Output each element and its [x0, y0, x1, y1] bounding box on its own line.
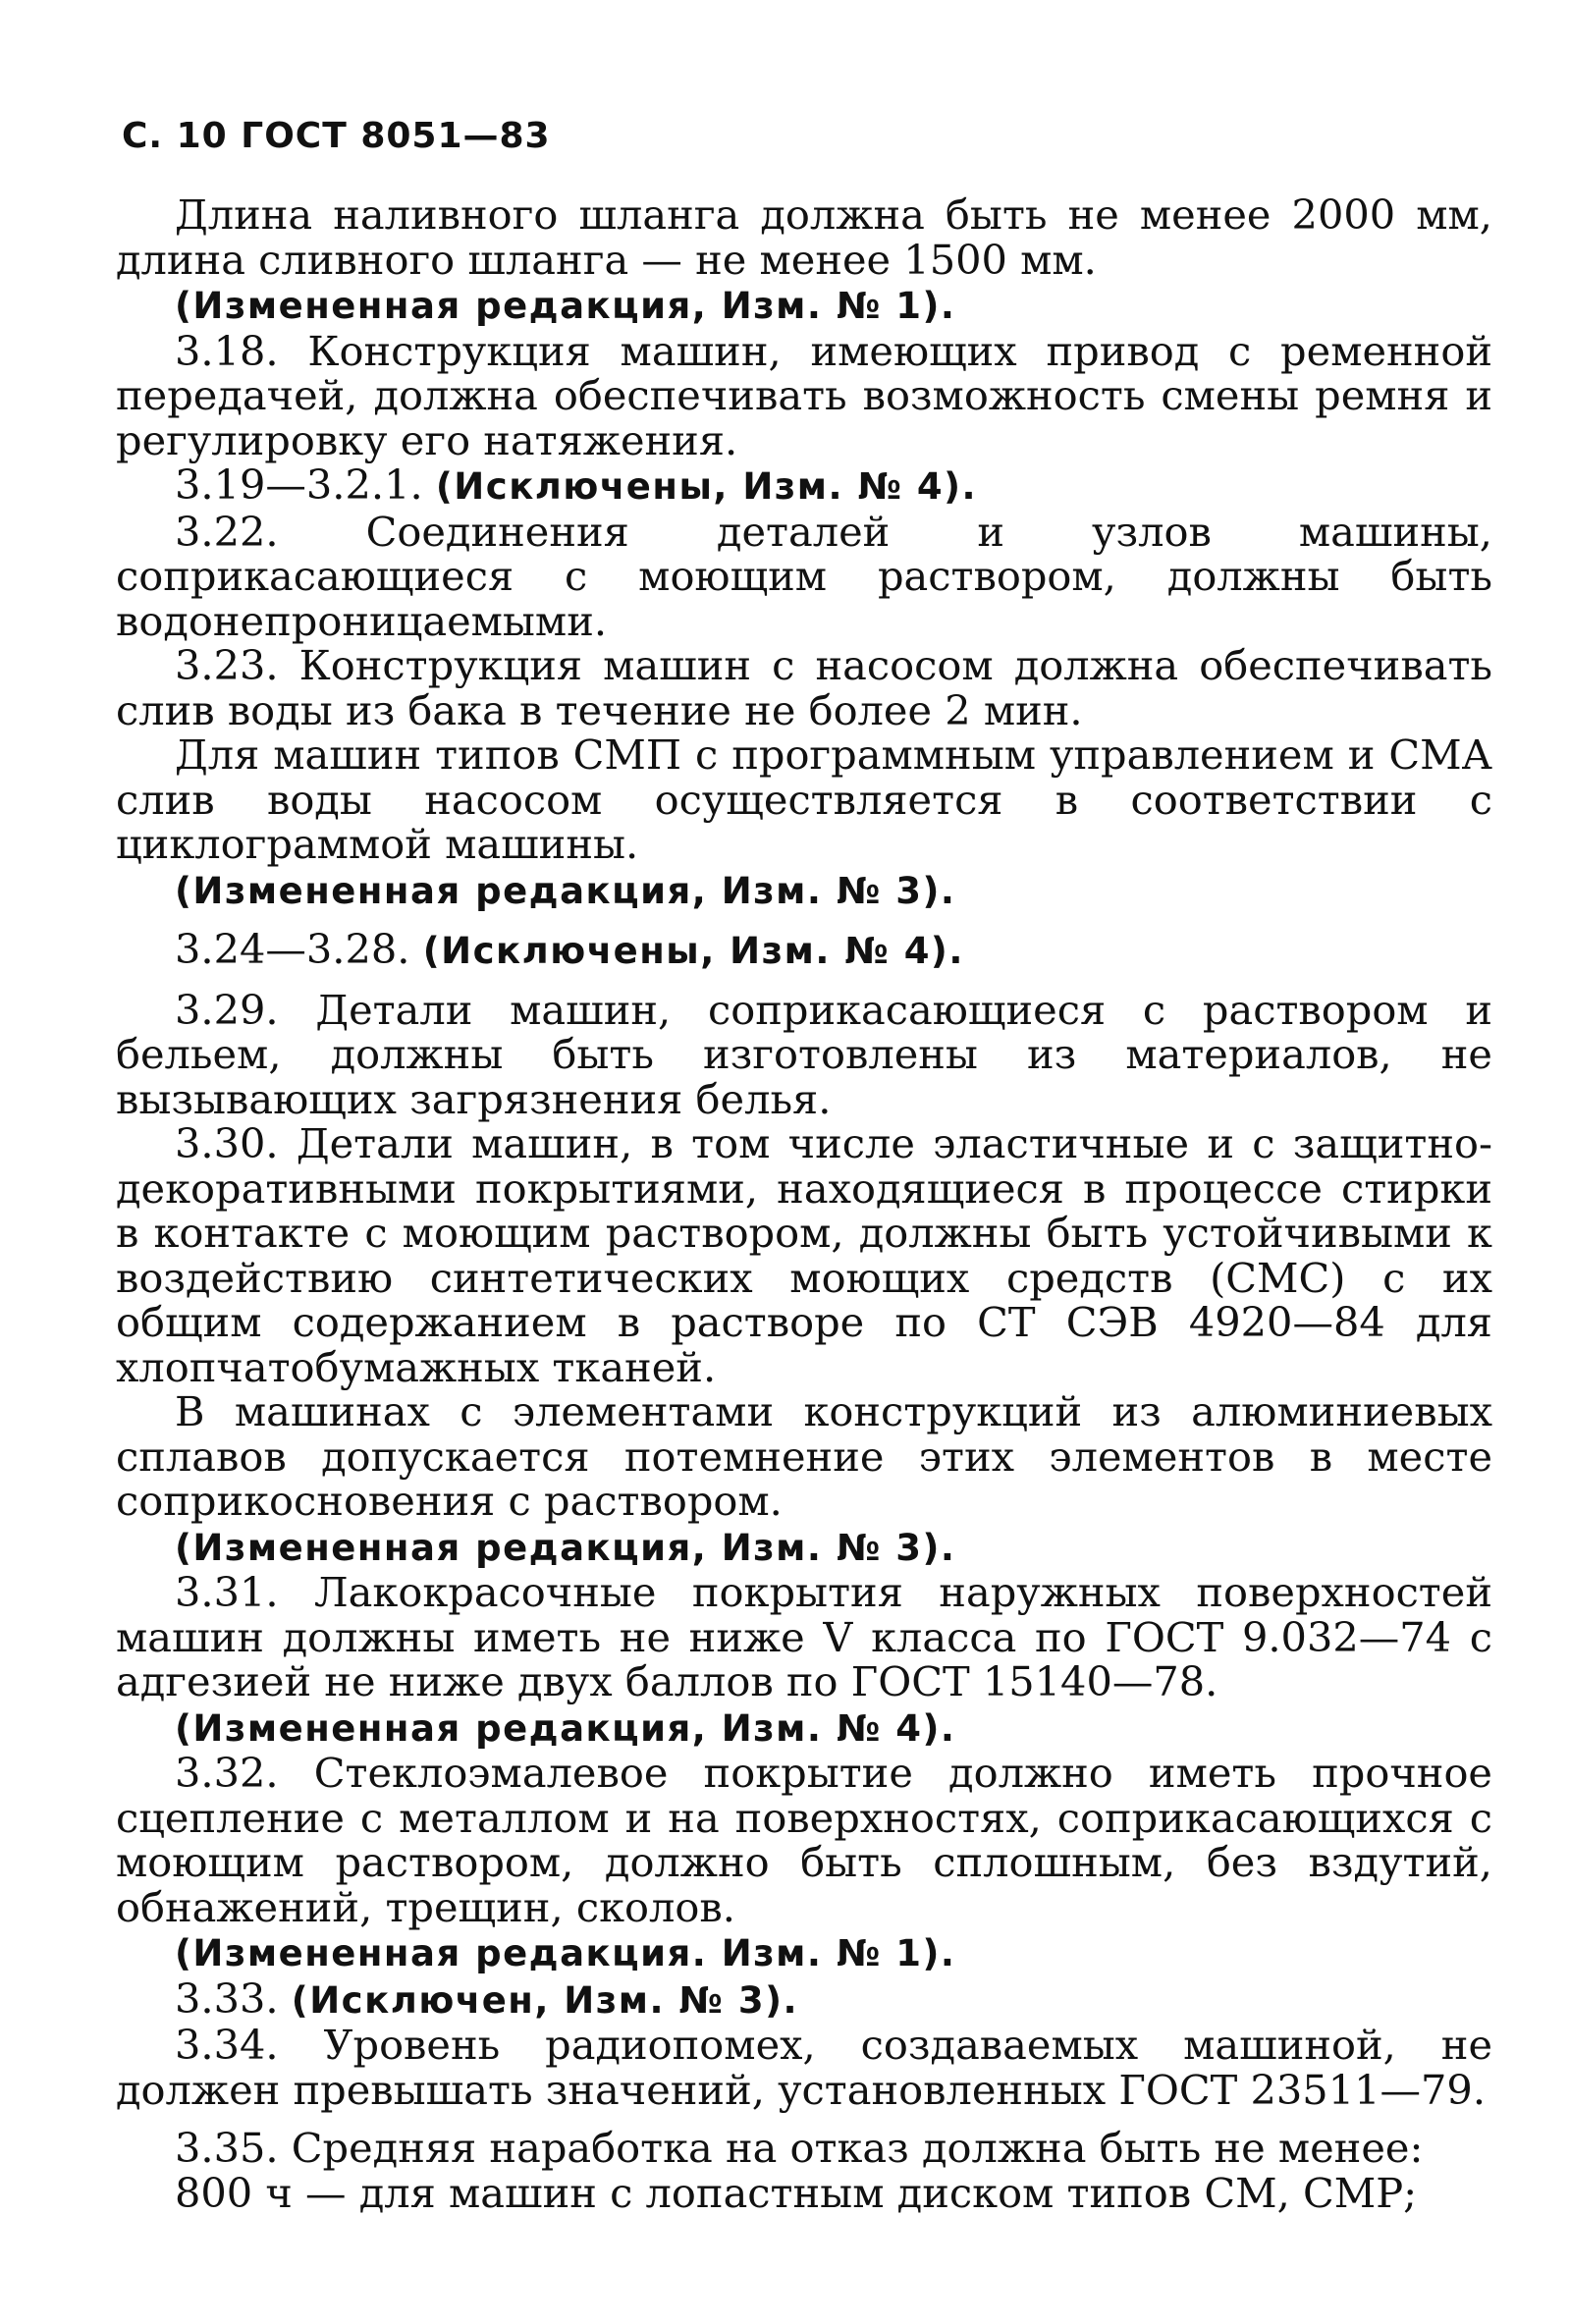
- exclusion-note: (Исключены, Изм. № 4).: [435, 465, 978, 508]
- paragraph-3-22: [116, 507, 1492, 645]
- revision-note: (Измененная редакция, Изм. № 3).: [175, 869, 956, 912]
- paragraph-3-24: [116, 927, 1492, 974]
- paragraph-text: 800 ч — для машин с лопастным диском типов СМ, СМР;: [175, 2168, 1418, 2217]
- revision-note: (Измененная редакция. Изм. № 1).: [175, 1932, 956, 1974]
- paragraph-text: 3.31. Лакокрасочные покрытия наружных поверхностей машин должны иметь не ниже V класса по ГОСТ 9.032—74 с адгезией не ниже двух баллов по ГОСТ 15140—78.: [116, 1568, 1492, 1705]
- exclusion-note: (Исключен, Изм. № 3).: [291, 1978, 799, 2022]
- paragraph-text: 3.32. Стеклоэмалевое покрытие должно иметь прочное сцепление с металлом и на поверхностях, соприкасающихся с моющим раствором, должно быть сплошным, без вздутий, обнажений, трещин, сколов.: [116, 1749, 1492, 1931]
- clause-number: 3.19—3.2.1.: [175, 460, 436, 509]
- paragraph-revision-note: [116, 282, 1492, 329]
- paragraph-3-23: [116, 643, 1492, 732]
- paragraph-3-18: [116, 326, 1492, 464]
- paragraph-3-35: [116, 2126, 1492, 2171]
- paragraph-3-34: [116, 2023, 1492, 2112]
- paragraph-text: 3.30. Детали машин, в том числе эластичные и с защитно-декоративными покрытиями, находящиеся в процессе стирки в контакте с моющим раствором, должны быть устойчивыми к воздействию синтетических моющих средств (СМС) с их общим содержанием в растворе по СТ СЭВ 4920—84 для хлопчатобумажных тканей.: [116, 1119, 1492, 1391]
- paragraph-text: 3.18. Конструкция машин, имеющих привод с ременной передачей, должна обеспечивать возможность смены ремня и регулировку его натяжения.: [116, 326, 1492, 464]
- paragraph-smp-drain: [116, 732, 1492, 867]
- paragraph-text: 3.35. Средняя наработка на отказ должна быть не менее:: [175, 2124, 1424, 2172]
- paragraph-revision-note: [116, 867, 1492, 914]
- paragraph-text: 3.29. Детали машин, соприкасающиеся с раствором и бельем, должны быть изготовлены из материалов, не вызывающих загрязнения белья.: [116, 985, 1492, 1123]
- paragraph-3-31: [116, 1570, 1492, 1704]
- page-header: С. 10 ГОСТ 8051—83: [122, 116, 551, 156]
- paragraph-3-30: [116, 1121, 1492, 1389]
- revision-note: (Измененная редакция, Изм. № 4).: [175, 1706, 956, 1750]
- paragraph-revision-note: [116, 1929, 1492, 1976]
- paragraph-3-32: [116, 1751, 1492, 1929]
- paragraph-3-33: [116, 1973, 1492, 2024]
- paragraph-aluminium: [116, 1389, 1492, 1524]
- paragraph-hose-length: [116, 192, 1492, 282]
- paragraph-800h: [116, 2168, 1492, 2217]
- paragraph-text: 3.34. Уровень радиопомех, создаваемых машиной, не должен превышать значений, установленных ГОСТ 23511—79.: [116, 2021, 1492, 2114]
- paragraph-3-29: [116, 985, 1492, 1123]
- paragraph-text: В машинах с элементами конструкций из алюминиевых сплавов допускается потемнение этих элементов в месте соприкосновения с раствором.: [116, 1387, 1492, 1525]
- exclusion-note: (Исключены, Изм. № 4).: [422, 930, 964, 972]
- paragraph-revision-note: [116, 1704, 1492, 1752]
- paragraph-3-19: [116, 462, 1492, 510]
- clause-number: 3.33.: [175, 1973, 292, 2023]
- paragraph-revision-note: [116, 1524, 1492, 1571]
- paragraph-text: Для машин типов СМП с программным управлением и СМА слив воды насосом осуществляется в соответствии с циклограммой машины.: [116, 730, 1492, 868]
- clause-number: 3.24—3.28.: [175, 925, 423, 973]
- paragraph-text: Длина наливного шланга должна быть не менее 2000 мм, длина сливного шланга — не менее 1500 мм.: [116, 190, 1492, 284]
- document-body: [116, 192, 1492, 2215]
- revision-note: (Измененная редакция, Изм. № 1).: [175, 285, 956, 327]
- paragraph-text: 3.23. Конструкция машин с насосом должна обеспечивать слив воды из бака в течение не более 2 мин.: [116, 641, 1492, 734]
- revision-note: (Измененная редакция, Изм. № 3).: [175, 1526, 956, 1569]
- paragraph-text: 3.22. Соединения деталей и узлов машины, соприкасающиеся с моющим раствором, должны быть водонепроницаемыми.: [116, 507, 1492, 645]
